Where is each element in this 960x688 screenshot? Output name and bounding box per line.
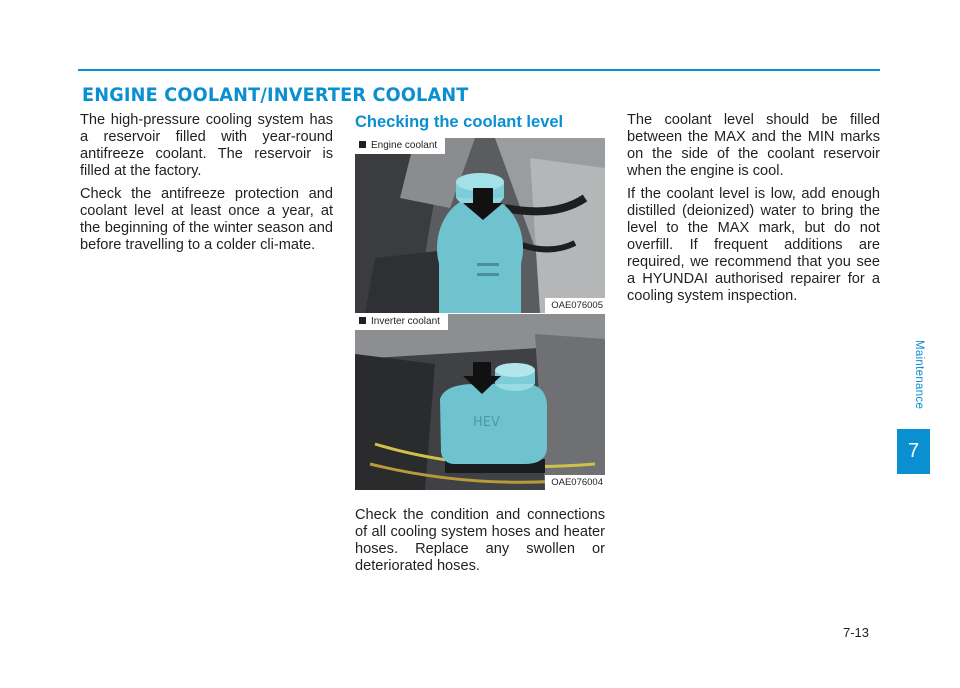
- engine-coolant-photo: [355, 138, 605, 313]
- figure-label: [355, 314, 448, 330]
- column-1: [80, 112, 333, 260]
- figure-label-text: Inverter coolant: [371, 316, 440, 327]
- column-2: [355, 112, 608, 138]
- page-number: 7-13: [843, 625, 870, 640]
- square-bullet-icon: [359, 141, 366, 148]
- figure-label-text: Engine coolant: [371, 140, 438, 151]
- top-rule: [78, 69, 880, 71]
- page-title: ENGINE COOLANT/INVERTER COOLANT: [82, 84, 469, 106]
- paragraph: Check the condition and connections of all cooling system hoses and heater hoses. Replace any swollen or deteriorated hoses.: [355, 507, 605, 574]
- section-heading: Checking the coolant level: [355, 113, 564, 131]
- inverter-coolant-photo: [355, 314, 605, 490]
- square-bullet-icon: [359, 317, 366, 324]
- inverter-bay-illustration: [355, 314, 605, 490]
- column-2-text: [355, 507, 605, 575]
- figure-label: [355, 138, 445, 154]
- engine-bay-illustration: [355, 138, 605, 313]
- chapter-number-tab: 7: [897, 429, 930, 474]
- paragraph: If the coolant level is low, add enough distilled (deionized) water to bring the level to the MAX mark, but do not overfill. If frequent additions are required, we recommend that you see a HYUNDAI authorised repairer for a cooling system inspection.: [627, 186, 880, 304]
- column-3: [627, 112, 880, 311]
- section-tab-label: Maintenance: [913, 340, 925, 410]
- paragraph: The coolant level should be filled between the MAX and the MIN marks on the side of the coolant reservoir when the engine is cool.: [627, 112, 880, 179]
- paragraph: Check the antifreeze protection and coolant level at least once a year, at the beginning of the winter season and before travelling to a colder cli-mate.: [80, 186, 333, 253]
- tank-embossed-text: HEV: [473, 415, 500, 430]
- figure-code: OAE076005: [545, 298, 605, 313]
- paragraph: The high-pressure cooling system has a reservoir filled with year-round antifreeze coolant. The reservoir is filled at the factory.: [80, 112, 333, 179]
- figure-code: OAE076004: [545, 475, 605, 490]
